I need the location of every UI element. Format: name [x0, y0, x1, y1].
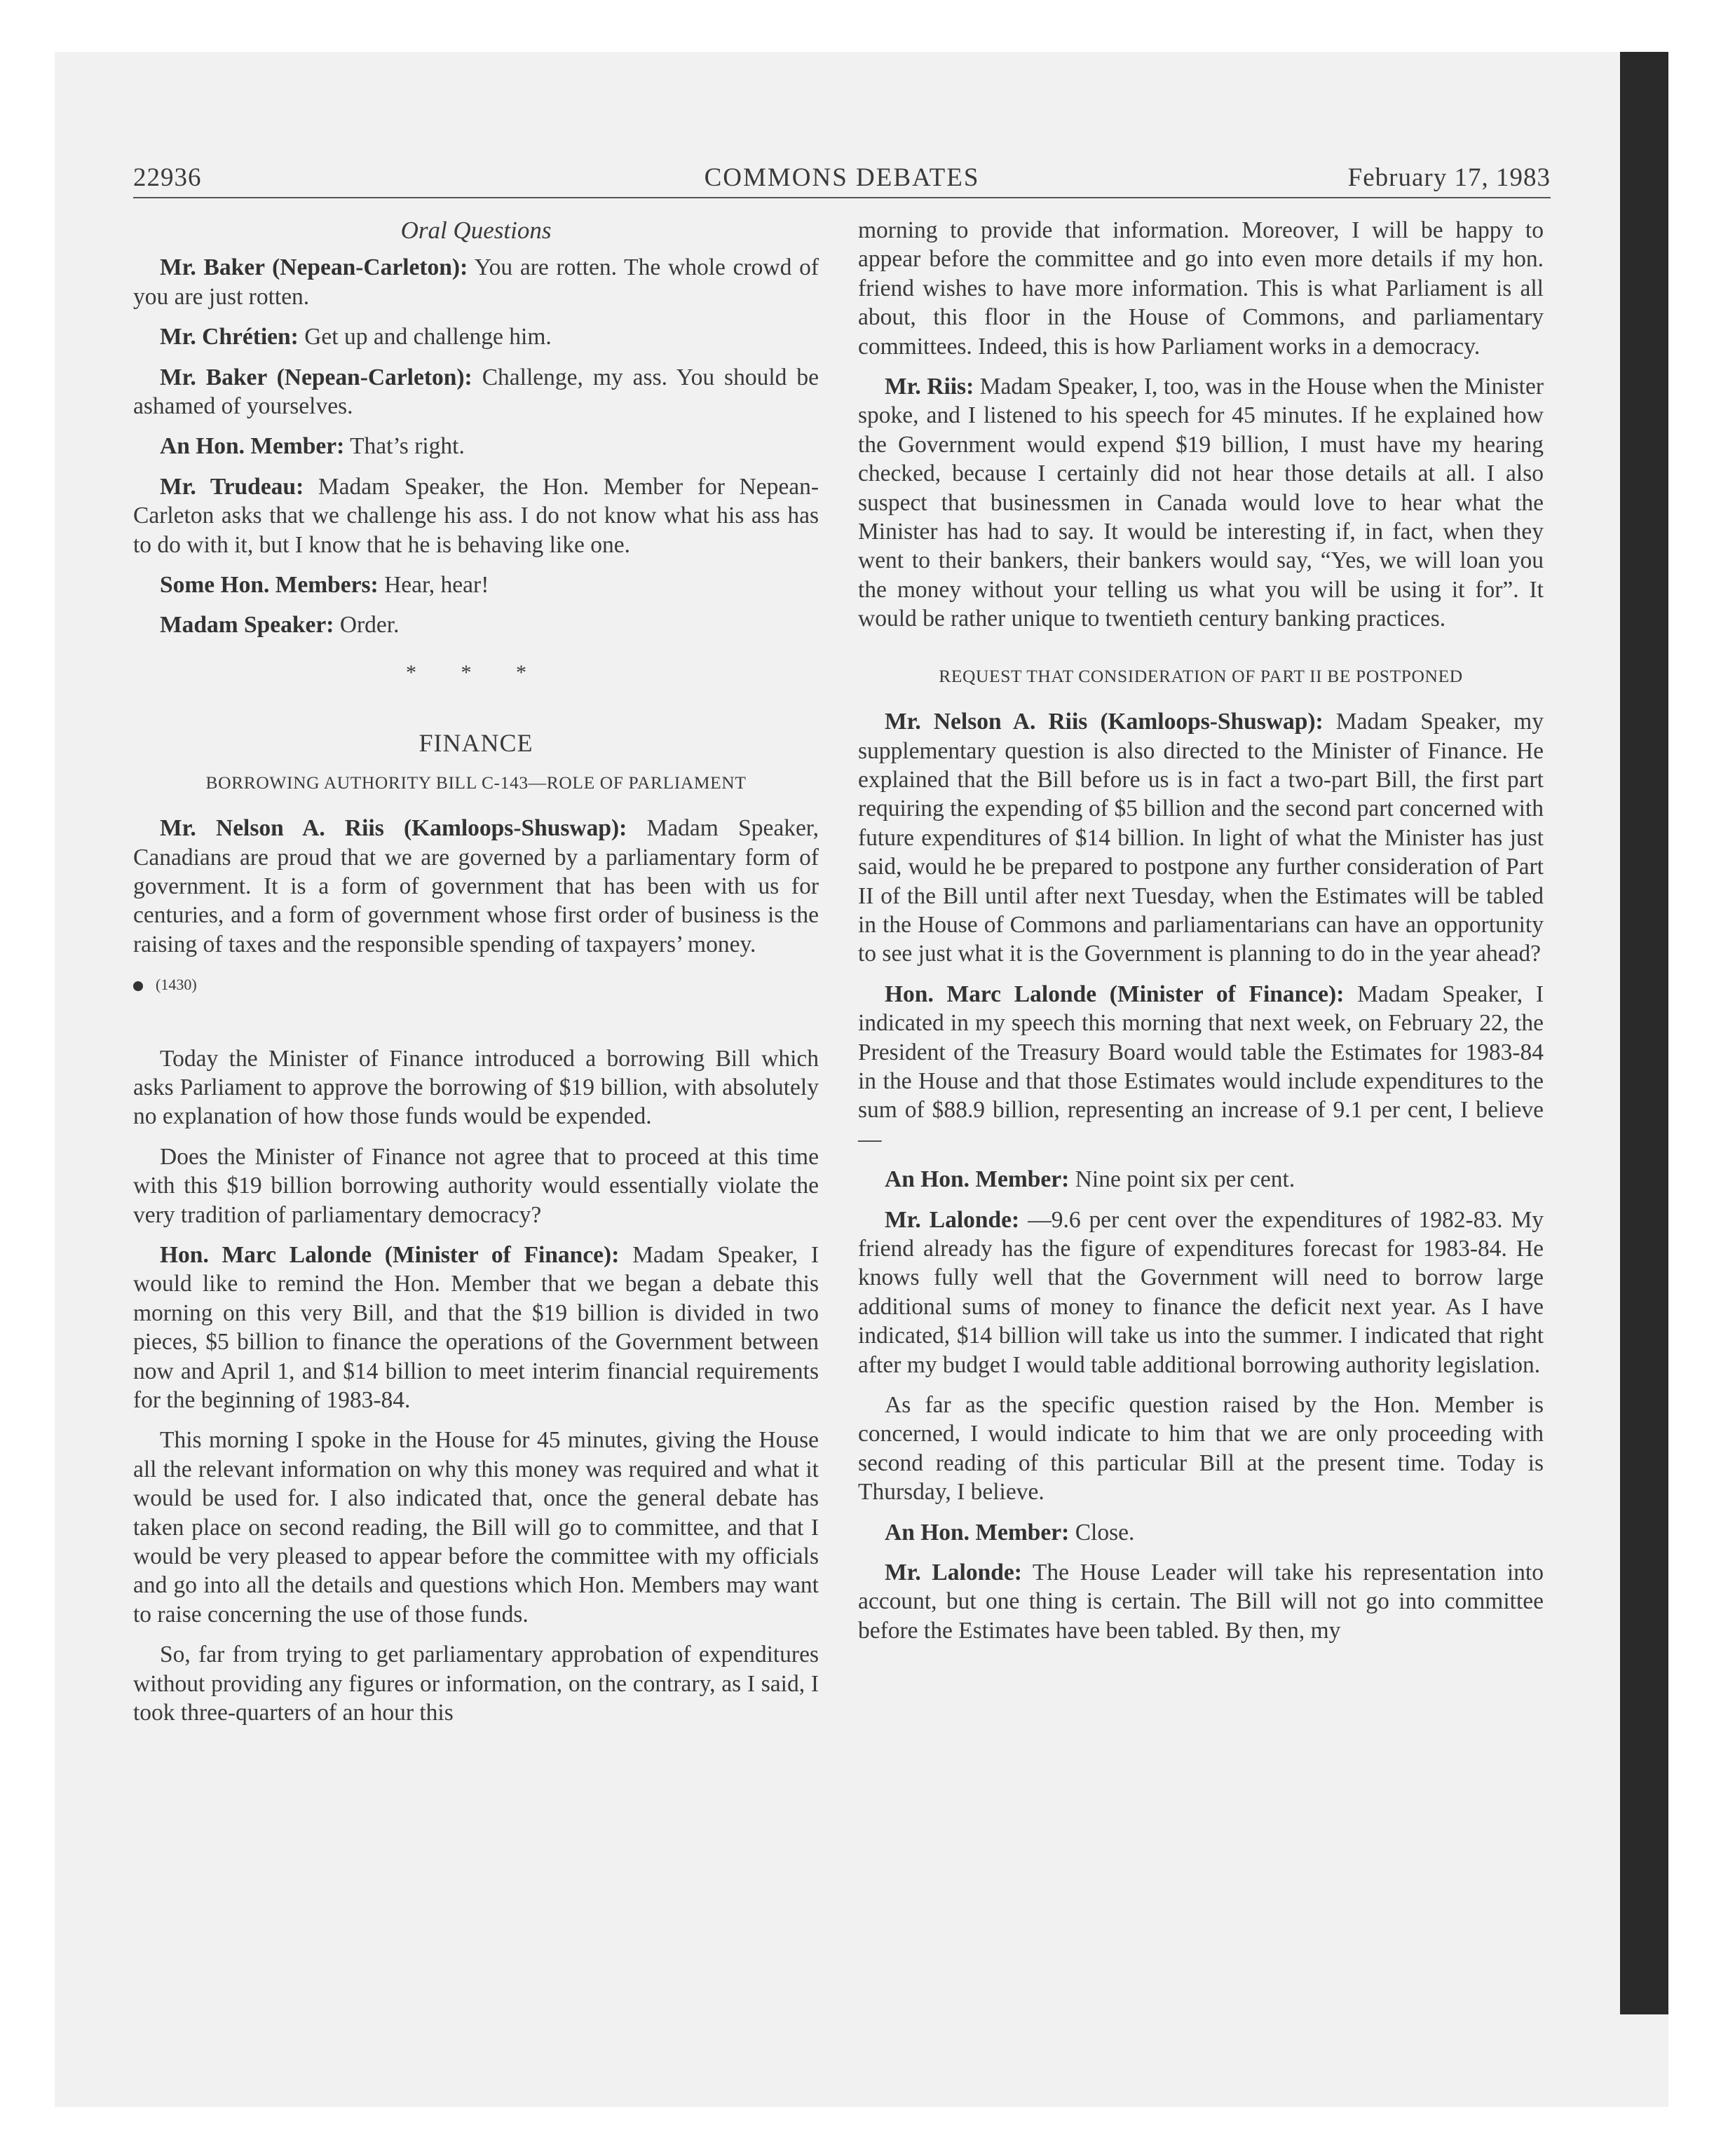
header-rule [133, 197, 1551, 198]
speech-text: Hear, hear! [384, 572, 489, 599]
speech-text: Nine point six per cent. [1075, 1166, 1295, 1193]
topic-heading: FINANCE [419, 729, 533, 758]
section-separator: * * * [406, 660, 546, 684]
left-entries-b [133, 814, 819, 959]
section-title: Oral Questions [400, 217, 552, 244]
speech-paragraph [858, 1518, 1544, 1547]
speech-paragraph [858, 1165, 1544, 1194]
body-paragraph: This morning I spoke in the House for 45 minutes, giving the House all the relevant information on why this money was required and what it would be used for. I also indicated that, once the general debate has taken place on second reading, the Bill will go to committee, and that I would be very pleased to appear before the committee with my officials and go into all the details and questions which Hon. Members may want to raise concerning the use of those funds. [133, 1427, 819, 1628]
body-paragraph: Today the Minister of Finance introduced a borrowing Bill which asks Parliament to approve the borrowing of $19 billion, with absolutely no explanation of how those funds would be expended. [133, 1045, 819, 1130]
speaker-name: Mr. Baker (Nepean-Carleton): [160, 364, 472, 390]
left-paragraphs-e [133, 1426, 819, 1727]
left-entries-d [133, 1241, 819, 1414]
left-entries-a [133, 253, 819, 639]
publication-date: February 17, 1983 [1347, 163, 1551, 192]
page-number: 22936 [133, 163, 202, 192]
speech-paragraph [133, 814, 819, 959]
speaker-name: Mr. Nelson A. Riis (Kamloops-Shuswap): [885, 709, 1324, 735]
speech-text: Challenge, my ass. You should be ashamed of yourselves. [133, 364, 819, 420]
speaker-name: Hon. Marc Lalonde (Minister of Finance): [160, 1241, 620, 1268]
speech-text: Madam Speaker, my supplementary question is also directed to the Minister of Finance. He explained that the Bill before us is in fact a two-part Bill, the first part requiring the expending of $5 billion and the second part concerned with future expenditures of $14 billion. In light of what the Minister has just said, would he be prepared to postpone any further consideration of Part II of the Bill until after next Tuesday, when the Estimates will be tabled in the House of Commons and parliamentarians can have an opportunity to see just what it is the Government is planning to do in the year ahead? [858, 709, 1544, 967]
speaker-name: Mr. Lalonde: [885, 1560, 1022, 1586]
speech-paragraph [858, 1558, 1544, 1645]
body-paragraph: So, far from trying to get parliamentary approbation of expenditures without providing any figures or information, on the contrary, as I said, I took three-quarters of an hour this [133, 1642, 819, 1726]
speech-text: Get up and challenge him. [304, 324, 552, 350]
subtopic-heading: BORROWING AUTHORITY BILL C-143—ROLE OF PARLIAMENT [205, 772, 747, 793]
time-marker [133, 970, 819, 999]
speech-paragraph [133, 472, 819, 559]
left-column [133, 216, 819, 1738]
speech-text: Close. [1075, 1519, 1135, 1546]
speech-text: Madam Speaker, I would like to remind the Hon. Member that we began a debate this morning on this very Bill, and that the $19 billion is divided in two pieces, $5 billion to finance the operations of the Government between now and April 1, and $14 billion to meet interim financial requirements for the beginning of 1983-84. [133, 1241, 819, 1413]
right-entries-a [858, 372, 1544, 634]
speaker-name: Mr. Chrétien: [160, 324, 299, 350]
speech-text: That’s right. [350, 433, 465, 460]
speaker-name: Mr. Lalonde: [885, 1206, 1020, 1233]
speaker-name: Some Hon. Members: [160, 572, 379, 599]
publication-title: COMMONS DEBATES [704, 163, 980, 192]
right-subtopic-heading: REQUEST THAT CONSIDERATION OF PART II BE POSTPONED [939, 665, 1463, 686]
speaker-name: Mr. Baker (Nepean-Carleton): [160, 254, 468, 281]
speech-text: The House Leader will take his representation into account, but one thing is certain. The Bill will not go into committee before the Estimates have been tabled. By then, my [858, 1560, 1544, 1644]
speech-paragraph [133, 363, 819, 421]
speech-text: Madam Speaker, I indicated in my speech this morning that next week, on February 22, the President of the Treasury Board would table the Estimates for 1983-84 in the House and that those Estimates would include expenditures to the sum of $88.9 billion, representing an increase of 9.1 per cent, I believe— [858, 981, 1544, 1152]
speech-text: —9.6 per cent over the expenditures of 1982-83. My friend already has the figure of expenditures forecast for 1983-84. He knows fully well that the Government will need to borrow large additional sums of money to finance the deficit next year. As I have indicated, $14 billion will take us into the summer. I indicated that right after my budget I would table additional borrowing authority legislation. [858, 1206, 1544, 1378]
body-paragraph: Does the Minister of Finance not agree that to proceed at this time with this $19 billion borrowing authority would essentially violate the very tradition of parliamentary democracy? [133, 1143, 819, 1228]
speech-text: Madam Speaker, the Hon. Member for Nepean-Carleton asks that we challenge his ass. I do not know what his ass has to do with it, but I know that he is behaving like one. [133, 473, 819, 558]
speaker-name: Mr. Nelson A. Riis (Kamloops-Shuswap): [160, 815, 627, 842]
speech-paragraph [133, 322, 819, 351]
time-marker-text: (1430) [156, 976, 197, 994]
speech-paragraph [858, 372, 1544, 634]
speech-text: Madam Speaker, Canadians are proud that we are governed by a parliamentary form of government. It is a form of government that has been with us for centuries, and a form of government whose first order of business is the raising of taxes and the responsible spending of taxpayers’ money. [133, 815, 819, 957]
right-entries-d [858, 1518, 1544, 1646]
speaker-name: Madam Speaker: [160, 612, 334, 639]
right-column [858, 216, 1544, 1656]
speaker-name: Hon. Marc Lalonde (Minister of Finance): [885, 981, 1345, 1007]
bullet-icon [133, 981, 143, 991]
speech-paragraph [133, 610, 819, 639]
speech-text: Madam Speaker, I, too, was in the House when the Minister spoke, and I listened to his speech for 45 minutes. If he explained how the Government would expend $19 billion, I must have my hearing checked, because I certainly did not hear those details at all. I also suspect that businessmen in Canada would love to hear what the Minister has had to say. It would be interesting if, in fact, when they went to their bankers, their bankers would say, “Yes, we will loan you the money without your telling us what you will be using it for”. It would be rather unique to twentieth century banking practices. [858, 374, 1544, 632]
speaker-name: Mr. Riis: [885, 374, 974, 400]
speaker-name: Mr. Trudeau: [160, 473, 304, 500]
speech-paragraph [133, 571, 819, 599]
speech-paragraph [858, 1206, 1544, 1379]
speaker-name: An Hon. Member: [885, 1519, 1070, 1546]
speech-text: Order. [339, 612, 400, 639]
continuation-paragraph: morning to provide that information. Moreover, I will be happy to appear before the committee and go into even more details if my hon. friend wishes to have more information. This is what Parliament is all about, this floor in the House of Commons, and parliamentary committees. Indeed, this is how Parliament works in a democracy. [858, 217, 1544, 360]
speech-paragraph [858, 980, 1544, 1154]
speech-paragraph [133, 432, 819, 460]
speech-paragraph [858, 707, 1544, 969]
speech-paragraph [133, 1241, 819, 1414]
speech-text: You are rotten. The whole crowd of you are just rotten. [133, 254, 819, 310]
page-header [133, 163, 1551, 198]
speaker-name: An Hon. Member: [160, 433, 345, 460]
left-paragraphs-c [133, 1044, 819, 1229]
right-entries-b [858, 707, 1544, 1379]
speech-paragraph [133, 253, 819, 311]
book-spine-shadow [1620, 52, 1668, 2014]
body-paragraph: As far as the specific question raised by the Hon. Member is concerned, I would indicate to him that we are only proceeding with second reading of this particular Bill at the present time. Today is Thursday, I believe. [858, 1392, 1544, 1506]
speaker-name: An Hon. Member: [885, 1166, 1070, 1193]
right-paragraphs-c [858, 1391, 1544, 1507]
